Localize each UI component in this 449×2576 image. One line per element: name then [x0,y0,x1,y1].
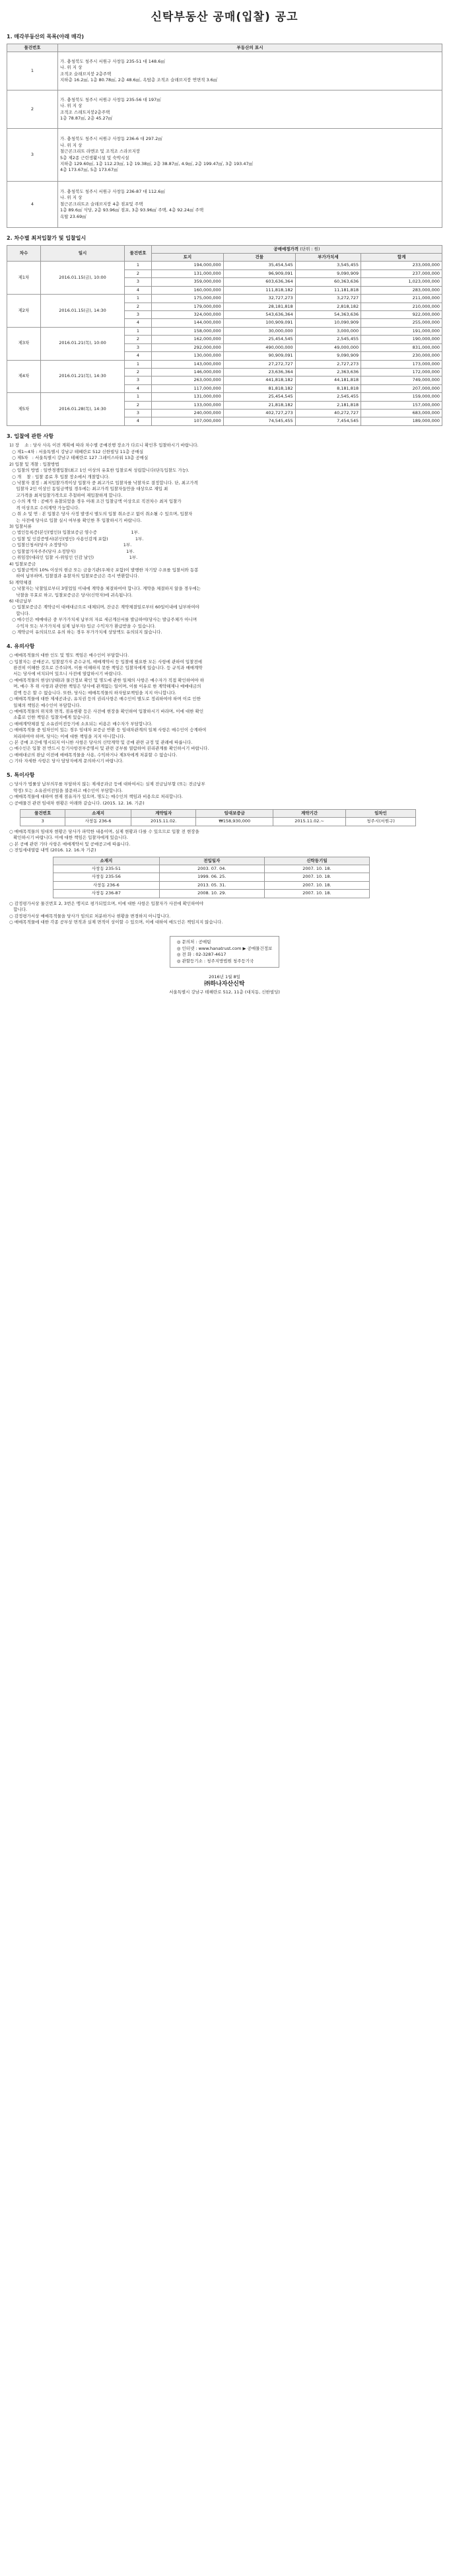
date-cell: 2016.01.15(금), 10:00 [41,262,125,295]
text-line: ○ 본 공매 관련 기타 사항은 매매계약서 및 공매공고에 따릅니다. [9,841,131,847]
item-no-cell: 3 [125,376,152,384]
price-cell: 2,545,455 [295,393,361,401]
text-line: ○ 매매계약체결 및 소유권이전등기에 소요되는 비용은 매수자가 부담합니다. [9,721,153,727]
text-line: ○ 매매목적물의 대한 인도 및 명도 책임은 매수인이 부담합니다. [9,653,129,659]
date-cell: 2016.01.15(금), 14:30 [41,295,125,328]
table-header-row [53,857,370,865]
price-cell: 27,272,727 [223,360,295,368]
price-cell: 40,272,727 [295,410,361,417]
table-row [20,818,416,826]
cautions [9,653,441,765]
resident-cell: 사창동 236-87 [53,890,160,898]
desc-line: 가. 충청북도 청주시 서원구 사창동 235-51 대 148.6㎡ [60,58,165,64]
price-cell: 35,454,545 [223,262,295,269]
price-cell: 143,000,000 [152,360,224,368]
price-cell: 922,000,000 [361,310,442,318]
footer [0,936,449,995]
price-cell: 162,000,000 [152,336,224,343]
text-line: ○ 매매목적물 중 임차인이 있는 경우 임대차 보증금 반환 등 임대차관계의 일체 사항은 매수인이 승계하여 [9,727,207,733]
item-no-cell: 4 [125,384,152,392]
price-cell: 175,000,000 [152,295,224,303]
lease-cell: ₩158,930,000 [196,818,273,826]
table-row [7,262,442,269]
price-cell: 144,000,000 [152,319,224,327]
special-notes [9,781,441,806]
price-cell: 207,000,000 [361,384,442,392]
round-cell: 제4차 [7,360,41,393]
notice-date: 2016년 1월 8일 [209,974,240,980]
price-cell: 2,545,455 [295,336,361,343]
price-cell: 160,000,000 [152,286,224,294]
table-row [53,881,370,889]
inquiry-line: ◎ 관할등기소 : 청주지방법원 청주등기국 [176,958,254,964]
unit-label: (단위 : 원) [300,246,320,252]
item-no-cell: 2 [125,303,152,310]
price-cell: 189,000,000 [361,417,442,425]
text-line: ○ 입찰 및 인감증명서(본인(법인) 사용인감계 포함) 1부. [9,536,144,542]
item-no-cell: 3 [125,278,152,286]
text-line: ○ 매매목적물에 대한 제세공과금, 유치권 등의 권리사항은 매수인이 별도로 정리하여야 하며 이로 인한 [9,696,201,702]
table-row [7,182,442,228]
lease-header: 계약기간 [273,810,346,818]
price-cell: 44,181,818 [295,376,361,384]
date-cell: 2016.01.21(목), 10:00 [41,327,125,360]
price-cell: 117,000,000 [152,384,224,392]
desc-line: 조적조 슬래브지붕 2층주택 [60,71,112,77]
special-notes-3 [9,901,441,926]
text-line: 며, 매수 후 위 사항과 관련한 책임은 당사에 관계없는 일이며, 이를 이유로 한 계약해제나 매매대금의 [9,684,201,690]
desc-line: 1층 78.87㎡, 2층 45.27㎡ [60,115,113,121]
price-cell: 2,363,636 [295,368,361,376]
price-cell: 179,000,000 [152,303,224,310]
inquiry-box [170,936,280,968]
price-cell: 107,000,000 [152,417,224,425]
desc-line: 지하층 16.2㎡, 1층 80.78㎡, 2층 48.6㎡, 옥탑층 조적조 슬래브지붕 연면적 3.6㎡ [60,77,218,83]
lease-cell: 2015.11.02. [131,818,196,826]
price-cell: 359,000,000 [152,278,224,286]
header-item-no: 물건번호 [125,245,152,262]
item-no-cell: 3 [125,310,152,318]
price-cell: 194,000,000 [152,262,224,269]
price-cell: 74,545,455 [223,417,295,425]
item-no-cell: 3 [125,410,152,417]
item-no-cell: 1 [125,295,152,303]
company-name: ㈜하나자산신탁 [204,981,245,988]
resident-header: 소재지 [53,857,160,865]
text-line: ○ 본 공매 조건에 명시되지 아니한 사항은 당사의 신탁계약 및 공매 관련 규정 및 관례에 따릅니다. [9,740,193,746]
price-cell: 324,000,000 [152,310,224,318]
price-cell: 603,636,364 [223,278,295,286]
price-cell: 190,000,000 [361,336,442,343]
lease-table [20,809,416,826]
desc-line: 가. 충청북도 청주시 서원구 사창동 236-87 대 112.6㎡ [60,188,165,194]
desc-line: 가. 충청북도 청주시 서원구 사창동 235-56 대 197㎡ [60,96,161,102]
table-row [7,52,442,90]
text-line: 약정) 또는 소유권이전일을 불문하고 매수인이 부담합니다. [9,787,123,793]
property-desc [58,52,442,90]
header-building: 건물 [223,254,295,262]
section2-heading: 2. 차수별 최저입찰가 및 입찰일시 [7,235,86,242]
price-cell: 233,000,000 [361,262,442,269]
resident-cell: 2008. 10. 29. [159,890,264,898]
item-no-cell: 2 [125,401,152,409]
price-cell: 49,000,000 [295,343,361,351]
round-cell: 제1차 [7,262,41,295]
resident-cell: 2007. 10. 18. [264,873,369,881]
lease-header: 소재지 [65,810,131,818]
price-cell: 28,181,818 [223,303,295,310]
price-cell: 131,000,000 [152,269,224,277]
round-cell: 제3차 [7,327,41,360]
bid-table-body [7,262,442,425]
price-cell: 211,000,000 [361,295,442,303]
price-cell: 402,727,273 [223,410,295,417]
desc-line: 나. 위 지 상 [60,103,83,109]
lease-cell: 청주시(서원구) [346,818,416,826]
text-line: ○ 매수인은 매매대금 중 부가가치세 납부의 자료 세금계산서를 발급하여(당사는 발급주체가 아니며 [9,617,197,623]
resident-cell: 1999. 06. 25. [159,873,264,881]
lease-header: 임대보증금 [196,810,273,818]
text-line: 3) 입찰서류 [9,523,32,529]
text-line: ○ 계약금이 유의되므로 유의 하는 경우 부가가치세 상당액도 유의되지 않습니다. [9,629,162,635]
price-cell: 146,000,000 [152,368,224,376]
resident-cell: 2007. 10. 18. [264,865,369,873]
price-cell: 2,727,273 [295,360,361,368]
text-line: ○ 매매목적물의 위치와 면적, 점유현황 등은 사전에 현장을 확인하여 입찰하시기 바라며, 이에 대한 확인 [9,708,204,714]
text-line: 격 이상으로 수의계약 가능합니다. [9,505,80,511]
text-line: 서는 당사에 비치되어 있으니 사전에 열람하시기 바랍니다. [9,671,123,677]
price-cell: 7,454,545 [295,417,361,425]
text-line: 4) 입찰보증금 [9,561,36,567]
text-line: 는 사전에 당사로 입찰 실시 여부를 확인한 후 입찰하시기 바랍니다. [9,517,142,523]
item-no-cell: 1 [125,360,152,368]
price-cell: 237,000,000 [361,269,442,277]
resident-cell: 사창동 235-51 [53,865,160,873]
desc-line: 5층 제2종 근린생활시설 및 숙박시설 [60,155,129,161]
price-cell: 749,000,000 [361,376,442,384]
table-row [7,90,442,129]
page-title: 신탁부동산 공매(입찰) 공고 [151,11,298,24]
property-desc [58,90,442,129]
inquiry-line: ◎ 전 화 : 02-3287-4617 [176,952,226,958]
text-line: ○ 매매목적물에 대한 각종 공부상 면적과 실제 면적이 상이할 수 있으며, 이에 대하여 매도인은 책임지지 않습니다. [9,919,223,925]
header-item-no: 물건번호 [7,44,58,52]
price-cell: 158,000,000 [152,327,224,335]
item-no-cell: 1 [125,262,152,269]
price-cell: 3,545,455 [295,262,361,269]
lease-cell: 사창동 236-6 [65,818,131,826]
round-cell: 제2차 [7,295,41,328]
price-cell: 130,000,000 [152,352,224,360]
price-cell: 191,000,000 [361,327,442,335]
price-cell: 3,000,000 [295,327,361,335]
text-line: ○ 공매물건 관련 임대차 현황은 아래와 같습니다. (2015. 12. 16. 기준) [9,800,145,806]
text-line: 완전히 이해한 것으로 간주되며, 이를 이해하지 못한 책임은 입찰자에게 있습니다. 등 규칙과 매매계약 [9,665,203,670]
header-vat: 부가가치세 [295,254,361,262]
desc-line: 4층 173.67㎡, 5층 173.67㎡ [60,167,118,173]
text-line: 고가격을 최저입찰가격으로 추첨하여 재입찰하게 합니다. [9,492,123,498]
lease-header: 물건번호 [20,810,65,818]
text-line: 확인하시기 바랍니다. 이에 대한 책임은 입찰자에게 있습니다. [9,835,128,841]
desc-line: 나. 위 지 상 [60,65,83,71]
price-cell: 240,000,000 [152,410,224,417]
bid-terms [9,443,441,635]
resident-cell: 2013. 05. 31. [159,881,264,889]
price-cell: 90,909,091 [223,352,295,360]
table-row [7,360,442,368]
resident-cell: 2007. 10. 18. [264,881,369,889]
desc-line: 옥탑 23.69㎡ [60,213,86,219]
table-header-row [7,245,442,253]
text-line: ○ 입찰의 방법 : 일반경쟁입찰(최고 1인 이상의 유효한 입찰로써 성립합니다(단독입찰도 가능). [9,468,190,474]
text-line: 소홀로 인한 책임은 입찰자에게 있습니다. [9,715,91,721]
inquiry-line: ◎ 문의처 : 공매팀 [176,939,211,945]
item-no-cell: 4 [125,352,152,360]
text-line: 2) 입찰 및 개찰 : 입찰방법 [9,461,59,467]
section5-heading: 5. 특이사항 [7,771,35,778]
item-no-cell: 4 [125,286,152,294]
table-row [7,129,442,182]
table-row [7,327,442,335]
item-no-cell: 3 [125,343,152,351]
desc-line: 철근콘크리트 라멘조 및 조적조 스라브지붕 [60,149,141,155]
text-line: 일체의 책임은 매수인이 부담합니다. [9,702,81,708]
section4-heading: 4. 유의사항 [7,643,35,649]
header-price [152,245,442,253]
company-address: 서울특별시 강남구 테헤란로 512, 11층 (대치동, 신한빌딩) [169,989,280,995]
price-cell: 96,909,091 [223,269,295,277]
property-desc [58,129,442,182]
price-cell: 100,909,091 [223,319,295,327]
text-line: ○ 입찰참가자주주(당사 소정양식) 1부. [9,548,135,554]
table-header-row [7,44,442,52]
price-cell: 32,727,273 [223,295,295,303]
price-cell: 30,000,000 [223,327,295,335]
item-no: 4 [7,182,58,228]
price-cell: 159,000,000 [361,393,442,401]
price-cell: 683,000,000 [361,410,442,417]
item-no-cell: 2 [125,368,152,376]
text-line: ○ 매매목적물에 대하여 현재 점유자가 있으며, 명도는 매수인의 책임과 비용으로 처리합니다. [9,794,183,800]
property-desc [58,182,442,228]
resident-cell: 2003. 07. 04. [159,865,264,873]
price-cell: 111,818,182 [223,286,295,294]
text-line: ○ 위임장(대리인 입찰 시-위임인 인감 날인) 1부. [9,555,138,561]
desc-line: 나. 위 지 상 [60,195,83,201]
text-line: ○ 매매대금의 완납 이전에 매매목적물을 사용, 수익하거나 제3자에게 처분할 수 없습니다. [9,752,178,758]
text-line: 감액 등은 할 수 없습니다. 또한, 당사는 매매목적물의 하자담보책임을 지지 아니합니다. [9,690,176,696]
price-cell: 2,181,818 [295,401,361,409]
item-no-cell: 1 [125,327,152,335]
header-price-label: 공매예정가격 [273,246,299,252]
section1-heading: 1. 매각부동산의 목록(아래 매각) [7,34,85,40]
price-cell: 21,818,182 [223,401,295,409]
resident-header: 전입일자 [159,857,264,865]
date-cell: 2016.01.21(목), 14:30 [41,360,125,393]
price-cell: 263,000,000 [152,376,224,384]
price-cell: 172,000,000 [361,368,442,376]
date-cell: 2016.01.28(목), 14:30 [41,393,125,426]
text-line: ○ 수의 계 약 : 공매가 유찰되었을 경우 아래 조건 입찰금액 이상으로 직전차수 최저 입찰가 [9,499,182,505]
price-cell: 60,363,636 [295,278,361,286]
item-no-cell: 2 [125,269,152,277]
lease-cell: 3 [20,818,65,826]
desc-line: 1층 89.6㎡ 식당, 2층 93.96㎡ 점포, 3층 93.96㎡ 주택, 4층 92.24㎡ 주택 [60,207,204,213]
item-no-cell: 1 [125,393,152,401]
item-no-cell: 4 [125,319,152,327]
text-line: 합니다. [9,610,30,616]
text-line: 1) 장 소 : 당사 사옥 이전 계획에 따라 차수별 공매진행 장소가 다르니 확인후 입찰하시기 바랍니다. [9,443,199,448]
price-cell: 831,000,000 [361,343,442,351]
price-cell: 292,000,000 [152,343,224,351]
lease-cell: 2015.11.02.~ [273,818,346,826]
text-line: 5) 계약체결 [9,579,32,585]
header-round: 차수 [7,245,41,262]
price-cell: 9,090,909 [295,352,361,360]
table-row [7,295,442,303]
property-list-table [7,44,442,228]
price-cell: 131,000,000 [152,393,224,401]
text-line: ○ 개 찰 : 입찰 종료 후 입찰 장소에서 개찰합니다. [9,474,110,480]
text-line: 하여 납부하며, 입찰결과 유찰자의 입찰보증금은 즉시 반환합니다. [9,573,139,579]
price-cell: 283,000,000 [361,286,442,294]
text-line: ○ 전입세대열람 내역 (2016. 12. 16.자 기준) [9,847,96,853]
text-line: 수익자 또는 부가가치세 실제 납부자) 입금 수익자가 환급받을 수 있습니다. [9,623,156,629]
table-row [53,865,370,873]
price-cell: 11,181,818 [295,286,361,294]
desc-line: 철근콘크리트조 슬래브지붕 4층 점포및 주택 [60,201,143,207]
item-no: 1 [7,52,58,90]
text-line: ○ 입찰자는 공매공고, 입찰참가자 준수규칙, 매매계약서 등 입찰에 필요한 모든 사항에 관하여 입찰전에 [9,659,203,664]
price-cell: 490,000,000 [223,343,295,351]
text-line: ○ 매매목적물의 현상(상태)과 물건정보 확인 및 명도에 관한 일체의 사항은 매수자가 직접 확인하여야 하 [9,677,205,683]
resident-header: 신탁등기일 [264,857,369,865]
header-total: 합계 [361,254,442,262]
text-line: ○ 입찰금액의 10% 이상의 현금 또는 금융기관(우체국 포함)이 발행한 자기앞 수표를 입찰서와 동봉 [9,567,199,573]
table-row [53,890,370,898]
text-line: 합니다. [9,907,28,913]
text-line: 처리하여야 하며, 당사는 이에 대한 책임을 지지 아니합니다. [9,733,125,739]
text-line: ○ 당사가 법률상 납부의무를 부담하지 않는 제세공과금 등에 대하여서는 실제 전금납부할 (또는 전금납부 [9,781,205,787]
table-header-row [20,810,416,818]
header-property: 부동산의 표시 [58,44,442,52]
item-no-cell: 4 [125,417,152,425]
resident-table [53,857,370,898]
desc-line: 지하층 129.60㎡, 1층 112.23㎡, 1층 19.38㎡, 2층 38.87㎡, 4.9㎡, 2층 199.47㎡, 3층 193.47㎡ [60,161,254,166]
lease-header: 임차인 [346,810,416,818]
text-line: ○ 취 소 및 연 : 본 입찰은 당사 사정 발생시 별도의 입찰 취소공고 없이 취소될 수 있으며, 입찰자 [9,511,193,517]
bid-schedule-table [7,245,442,426]
header-date: 일시 [41,245,125,262]
text-line: ○ 제1~4차 : 서울특별시 강남구 테헤란로 512 신한빌딩 11층 공매실 [9,448,144,454]
text-line: ○ 감정평가서상 매매목적물을 당사가 임의로 처분하거나 현황을 변경하지 아니합니다. [9,913,171,919]
text-line: ○ 법인등록증(본인(법인)) 입찰보증금 영수증 1부. [9,530,140,536]
table-row [7,393,442,401]
price-cell: 9,090,909 [295,269,361,277]
resident-cell: 2007. 10. 18. [264,890,369,898]
price-cell: 8,181,818 [295,384,361,392]
lease-header: 계약일자 [131,810,196,818]
price-cell: 3,272,727 [295,295,361,303]
table-row [53,873,370,881]
text-line: 6) 대금납부 [9,598,32,604]
price-cell: 23,636,364 [223,368,295,376]
section3-heading: 3. 입찰에 관한 사항 [7,433,54,439]
text-line: ○ 입찰신청서(당사 소정양식) 1부. [9,542,132,548]
price-cell: 543,636,364 [223,310,295,318]
desc-line: 가. 충청북도 청주시 서원구 사창동 236-6 대 297.2㎡ [60,136,162,142]
price-cell: 1,023,000,000 [361,278,442,286]
price-cell: 2,818,182 [295,303,361,310]
resident-cell: 사창동 235-56 [53,873,160,881]
inquiry-line: ◎ 인터넷 : www.hanatrust.com ▶ 공매물건정보 [176,945,273,951]
price-cell: 133,000,000 [152,401,224,409]
desc-line: 조적조 스레트지붕2층주택 [60,109,110,115]
price-cell: 25,454,545 [223,336,295,343]
text-line: ○ 매매목적물의 임대차 현황은 당사가 파악한 내용이며, 실제 현황과 다를 수 있으므로 입찰 전 현장을 [9,828,199,834]
resident-table-body [53,865,370,898]
header-land: 토지 [152,254,224,262]
text-line: ○ 매수인은 입찰 전 반드시 등기사항전부증명서 및 관련 공부를 열람하여 권리관계를 확인하시기 바랍니다. [9,746,209,752]
price-cell: 441,818,182 [223,376,295,384]
price-cell: 157,000,000 [361,401,442,409]
item-no-cell: 2 [125,336,152,343]
text-line: ○ 감정평가서상 물건번호 2, 3번은 맹지로 평가되었으며, 이에 대한 사항은 입찰자가 사전에 확인하여야 [9,900,204,906]
text-line: ○ 낙찰자 결정 : 최저입찰가격이상 입찰자 중 최고가로 입찰자를 낙찰자로 결정합니다. 단, 최고가격 [9,480,198,486]
text-line: ○ 입찰보증금은 계약금이 대매대금으로 대체되며, 잔금은 계약체결일로부터 60일이내에 납부하여야 [9,604,199,610]
price-cell: 255,000,000 [361,319,442,327]
text-line: ○ 낙찰자는 낙찰일로부터 3영업일 이내에 계약을 체결하여야 합니다. 계약을 체결하지 않을 경우에는 [9,586,201,592]
text-line: 입찰자 2인 이상인 동일금액일 경우에는 최고가격 입찰자들만을 대상으로 재입 최 [9,486,168,492]
special-notes-2 [9,829,441,854]
text-line: 낙찰을 무효로 하고, 입찰보증금은 당사(신탁자)에 귀속됩니다. [9,592,133,598]
round-cell: 제5차 [7,393,41,426]
price-cell: 10,090,909 [295,319,361,327]
price-cell: 25,454,545 [223,393,295,401]
text-line: ○ 기타 자세한 사항은 당사 담당자에게 문의하시기 바랍니다. [9,758,123,764]
resident-cell: 사창동 236-6 [53,881,160,889]
price-cell: 173,000,000 [361,360,442,368]
price-cell: 81,818,182 [223,384,295,392]
price-cell: 210,000,000 [361,303,442,310]
item-no: 3 [7,129,58,182]
price-cell: 54,363,636 [295,310,361,318]
text-line: ○ 제5차 : 서울특별시 강남구 테헤란로 127 그레이스타워 13층 공매실 [9,455,149,461]
price-cell: 230,000,000 [361,352,442,360]
desc-line: 나. 위 지 상 [60,142,83,148]
item-no: 2 [7,90,58,129]
